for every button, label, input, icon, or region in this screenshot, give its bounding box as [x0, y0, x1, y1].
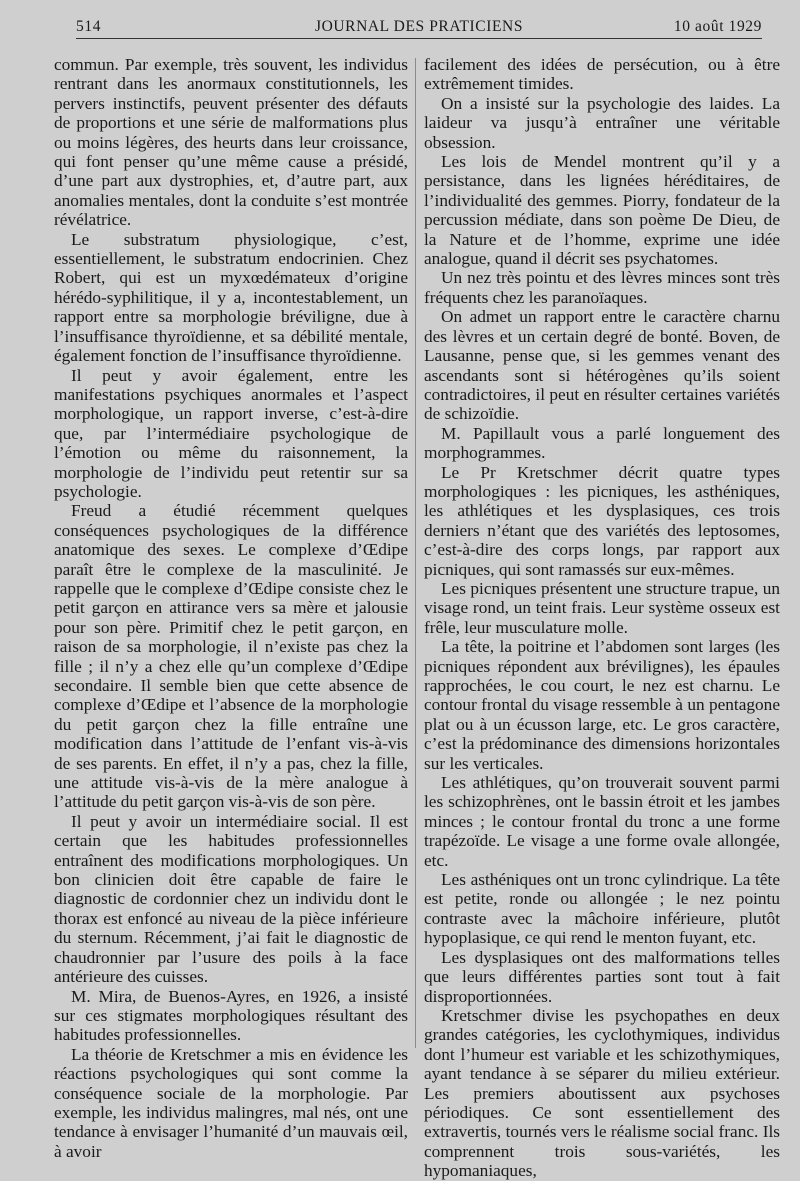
column-divider	[415, 58, 416, 1048]
paragraph: Il peut y avoir également, entre les manifestations psychiques anormales et l’aspect morphologique, un rapport inverse, c’est-à-dire que, par l’intermédiaire psychologique de l’émotion ou même du raisonnement, la morphologie de l’individu peut retentir sur sa psychologie.	[54, 365, 408, 501]
paragraph: Freud a étudié récemment quelques conséquences psychologiques de la différence anatomique des sexes. Le complexe d’Œdipe paraît être le complexe de la masculinité. Je rappelle que le complexe d’Œdipe consiste chez le petit garçon en attirance vers sa mère et jalousie pour son père. Primitif chez le petit garçon, en raison de sa morphologie, il n’existe pas chez la fille ; il n’y a chez elle qu’un complexe d’Œdipe secondaire. Il semble bien que cette absence de complexe d’Œdipe et l’absence de la morphologie du petit garçon chez la fille entraîne une modification dans l’attitude de l’enfant vis-à-vis de ses parents. En effet, il n’y a pas, chez la fille, une attitude vis-à-vis de la mère analogue à l’attitude du petit garçon vis-à-vis de son père.	[54, 501, 408, 812]
left-column	[54, 55, 408, 1161]
paragraph: Les asthéniques ont un tronc cylindrique. La tête est petite, ronde ou allongée ; le nez pointu contraste avec la mâchoire inférieure, plutôt hypoplasique, ce qui rend le menton fuyant, etc.	[424, 870, 780, 948]
paragraph: Le Pr Kretschmer décrit quatre types morphologiques : les picniques, les asthéniques, les athlétiques et les dysplasiques, ces trois derniers n’étant que des variétés des leptosomes, c’est-à-dire des corps longs, par rapport aux picniques, qui sont ramassés sur eux-mêmes.	[424, 462, 780, 579]
journal-title: JOURNAL DES PRATICIENS	[314, 18, 524, 35]
page-number: 514	[76, 18, 102, 35]
paragraph: Un nez très pointu et des lèvres minces sont très fréquents chez les paranoïaques.	[424, 268, 780, 307]
paragraph: commun. Par exemple, très souvent, les individus rentrant dans les anormaux constitutionnels, les pervers instinctifs, peuvent présenter des défauts de proportions et une série de malformations plus ou moins légères, des heurts dans leur croissance, qui font penser qu’une même cause a présidé, d’une part aux dystrophies, et, d’autre part, aux anomalies mentales, dont la conduite s’est montrée révélatrice.	[54, 55, 408, 230]
paragraph: facilement des idées de persécution, ou à être extrêmement timides.	[424, 55, 780, 94]
paragraph: On a insisté sur la psychologie des laides. La laideur va jusqu’à entraîner une véritable obsession.	[424, 93, 780, 152]
paragraph: M. Papillault vous a parlé longuement des morphogrammes.	[424, 423, 780, 463]
paragraph: On admet un rapport entre le caractère charnu des lèvres et un certain degré de bonté. Boven, de Lausanne, pense que, si les gemmes venant des ascendants sont si hétérogènes qu’ils soient contradictoires, il peut en résulter certaines variétés de schizoïdie.	[424, 307, 780, 424]
paragraph: Les lois de Mendel montrent qu’il y a persistance, dans les lignées héréditaires, de l’individualité des gemmes. Piorry, fondateur de la percussion médiate, dans son poème De Dieu, de la Nature et de l’homme, exprime une idée analogue, quand il décrit ses psychatomes.	[424, 152, 780, 269]
paragraph: Kretschmer divise les psychopathes en deux grandes catégories, les cyclothymiques, individus dont l’humeur est variable et les schizothymiques, ayant tendance à se séparer du milieu extérieur. Les premiers aboutissent aux psychoses périodiques. Ce sont essentiellement des extravertis, tournés vers le réalisme social franc. Ils comprennent trois sous-variétés, les hypomaniaques,	[424, 1005, 780, 1181]
paragraph: Il peut y avoir un intermédiaire social. Il est certain que les habitudes professionnelles entraînent des modifications morphologiques. Un bon clinicien doit être capable de faire le diagnostic de cordonnier chez un individu dont le thorax est enfoncé au niveau de la pièce inférieure du sternum. Récemment, j’ai fait le diagnostic de chaudronnier par l’usure des poils à la face antérieure des cuisses.	[54, 811, 408, 987]
paragraph: Les athlétiques, qu’on trouverait souvent parmi les schizophrènes, ont le bassin étroit et les jambes minces ; le contour frontal du tronc a une forme trapézoïde. Le visage a une forme ovale allongée, etc.	[424, 773, 780, 870]
right-column	[424, 55, 780, 1181]
running-header	[76, 12, 762, 39]
paragraph: M. Mira, de Buenos-Ayres, en 1926, a insisté sur ces stigmates morphologiques résultant des habitudes professionnelles.	[54, 986, 408, 1045]
issue-date: 10 août 1929	[673, 18, 762, 35]
paragraph: Les dysplasiques ont des malformations telles que leurs différentes parties sont tout à fait disproportionnées.	[424, 947, 780, 1006]
paragraph: Les picniques présentent une structure trapue, un visage rond, un teint frais. Leur système osseux est frêle, leur musculature molle.	[424, 578, 780, 637]
paragraph: Le substratum physiologique, c’est, essentiellement, le substratum endocrinien. Chez Robert, qui est un myxœdémateux d’origine hérédo-syphilitique, il y a, incontestablement, un rapport entre sa morphologie bréviligne, due à l’insuffisance thyroïdienne, et sa débilité mentale, également fonction de l’insuffisance thyroïdienne.	[54, 229, 408, 366]
paragraph: La tête, la poitrine et l’abdomen sont larges (les picniques répondent aux brévilignes), les épaules rapprochées, le cou court, le nez est charnu. Le contour frontal du visage ressemble à un pentagone plat ou à un écusson large, etc. Le gros caractère, c’est la prédominance des dimensions horizontales sur les verticales.	[424, 637, 780, 773]
paragraph: La théorie de Kretschmer a mis en évidence les réactions psychologiques qui sont comme la conséquence sociale de la morphologie. Par exemple, les individus malingres, mal nés, ont une tendance à envisager l’humanité d’un mauvais œil, à avoir	[54, 1044, 408, 1161]
